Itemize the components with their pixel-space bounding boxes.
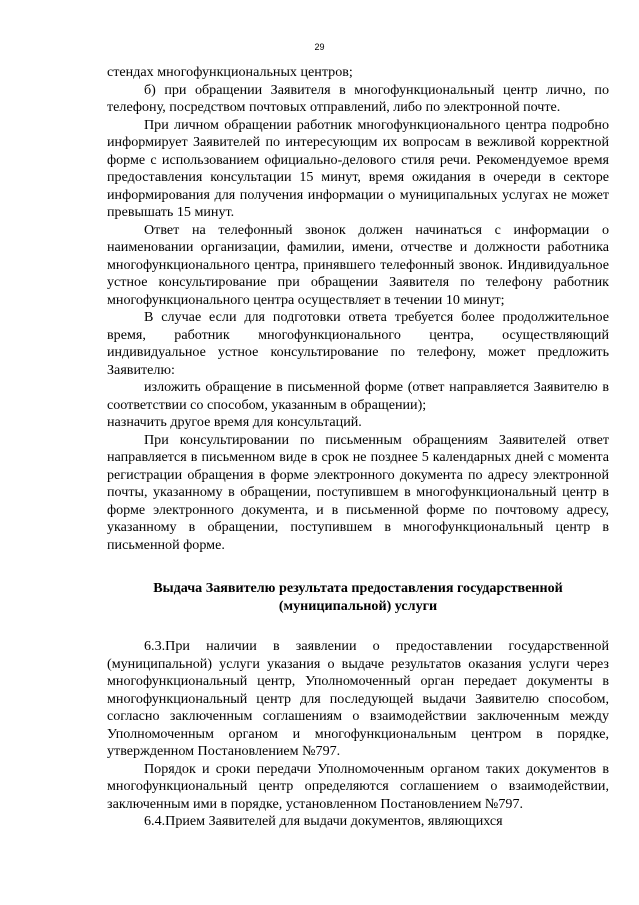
paragraph: 6.4.Прием Заявителей для выдачи документов, являющихся xyxy=(144,813,503,829)
paragraph: В случае если для подготовки ответа требуется более продолжительное время, работник многофункционального центра, осуществляющий индивидуальное устное консультирование по телефону, может предложить Заявителю: xyxy=(107,309,609,378)
page-number: 29 xyxy=(314,42,325,52)
document-body xyxy=(107,64,609,831)
section-heading-line-2: (муниципальной) услуги xyxy=(278,597,438,614)
paragraph: назначить другое время для консультаций. xyxy=(107,414,362,430)
section-heading xyxy=(107,580,609,615)
paragraph: При личном обращении работник многофункционального центра подробно информирует Заявителей по интересующим их вопросам в вежливой корректной форме с использованием официально-делового стиля речи. Рекомендуемое время предоставления консультации 15 минут, время ожидания в очереди в секторе информирования для получения информации о муниципальных услугах не может превышать 15 минут. xyxy=(107,116,609,220)
paragraph: Ответ на телефонный звонок должен начинаться с информации о наименовании организации, фамилии, имени, отчестве и должности работника многофункционального центра, принявшего телефонный звонок. Индивидуальное устное консультирование при обращении Заявителя по телефону работник многофункционального центра осуществляет в течении 10 минут; xyxy=(107,221,609,308)
paragraph: стендах многофункциональных центров; xyxy=(107,64,353,80)
section-heading-line-1: Выдача Заявителю результата предоставления государственной xyxy=(153,580,563,596)
paragraph: При консультировании по письменным обращениям Заявителей ответ направляется в письменном виде в срок не позднее 5 календарных дней с момента регистрации обращения в форме электронного документа по адресу электронной почты, указанному в обращении, поступившем в многофункциональный центр в форме электронного документа, и в письменной форме по почтовому адресу, указанному в обращении, поступившем в многофункциональный центр в письменной форме. xyxy=(107,431,609,553)
paragraph: б) при обращении Заявителя в многофункциональный центр лично, по телефону, посредством почтовых отправлений, либо по электронной почте. xyxy=(107,81,609,115)
paragraph: Порядок и сроки передачи Уполномоченным органом таких документов в многофункциональный центр определяются соглашением о взаимодействии, заключенным ими в порядке, установленном Постановлением №797. xyxy=(107,760,609,812)
paragraph: изложить обращение в письменной форме (ответ направляется Заявителю в соответствии со способом, указанным в обращении); xyxy=(107,379,609,413)
paragraph: 6.3.При наличии в заявлении о предоставлении государственной (муниципальной) услуги указания о выдаче результатов оказания услуги через многофункциональный центр, Уполномоченный орган передает документы в многофункциональный центр для последующей выдачи Заявителю способом, согласно заключенным соглашениям о взаимодействии заключенным между Уполномоченным органом и многофункциональным центром в порядке, утвержденном Постановлением №797. xyxy=(107,638,609,759)
